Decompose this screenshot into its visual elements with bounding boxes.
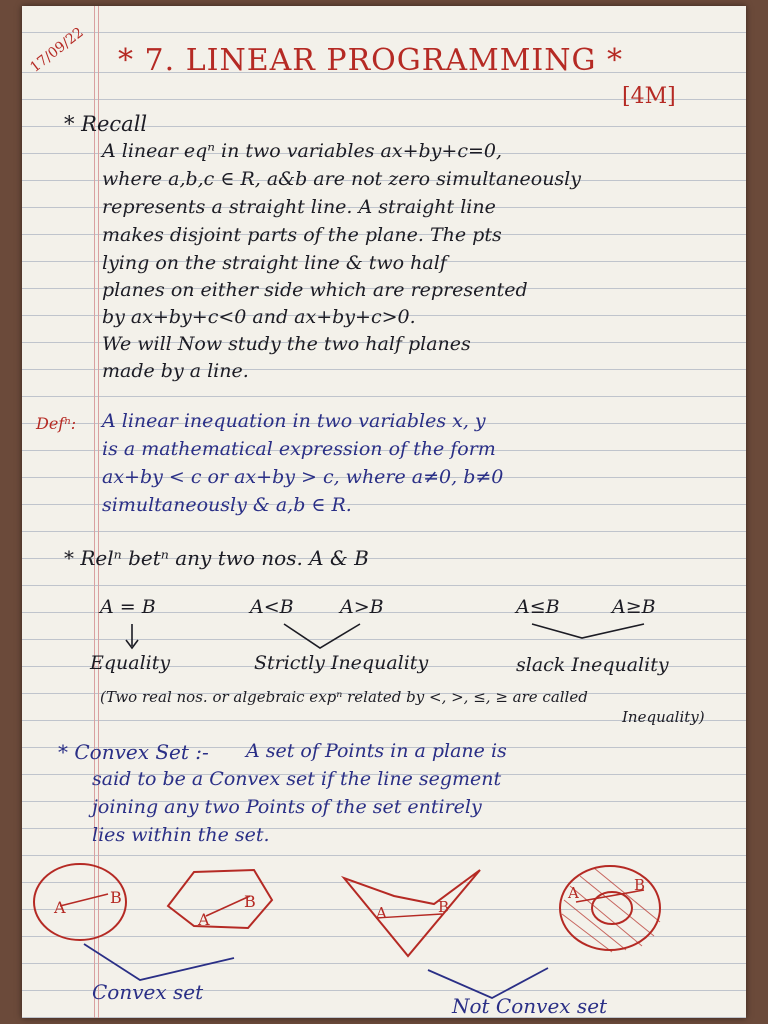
relation-greater-equal: A≥B (612, 596, 656, 618)
relation-equal: A = B (100, 596, 156, 618)
recall-line: We will Now study the two half planes (102, 333, 471, 355)
recall-line: made by a line. (102, 360, 249, 382)
notebook-page (22, 6, 746, 1018)
point-label-b: B (110, 888, 122, 907)
inequality-note: Inequality) (622, 708, 705, 726)
label-slack-inequality: slack Inequality (516, 654, 669, 676)
recall-line: lying on the straight line & two half (102, 252, 447, 274)
point-label-a: A (54, 898, 66, 917)
page-title: * 7. LINEAR PROGRAMMING * (118, 43, 624, 78)
point-label-a: A (376, 904, 387, 922)
inequality-note: (Two real nos. or algebraic expⁿ related by <, >, ≤, ≥ are called (100, 688, 588, 706)
label-strict-inequality: Strictly Inequality (254, 652, 429, 674)
relation-less: A<B (250, 596, 294, 618)
point-label-b: B (438, 898, 450, 916)
point-label-b: B (634, 876, 646, 894)
relation-greater: A>B (340, 596, 384, 618)
point-label-a: A (568, 884, 579, 902)
definition-line: ax+by < c or ax+by > c, where a≠0, b≠0 (102, 466, 504, 488)
convex-line: lies within the set. (92, 824, 270, 846)
recall-line: planes on either side which are represented (102, 279, 528, 301)
definition-line: A linear inequation in two variables x, y (102, 410, 486, 432)
label-convex-set: Convex set (92, 980, 204, 1004)
definition-line: is a mathematical expression of the form (102, 438, 496, 460)
recall-line: represents a straight line. A straight line (102, 196, 496, 218)
point-label-a: A (198, 910, 210, 929)
convex-line: joining any two Points of the set entirely (92, 796, 482, 818)
date-note: 17/09/22 (27, 24, 87, 76)
definition-line: simultaneously & a,b ∈ R. (102, 494, 352, 516)
recall-line: A linear eqⁿ in two variables ax+by+c=0, (102, 140, 503, 162)
convex-line: A set of Points in a plane is (246, 740, 507, 762)
convex-heading: * Convex Set :- (58, 740, 209, 764)
recall-line: by ax+by+c<0 and ax+by+c>0. (102, 306, 416, 328)
recall-line: makes disjoint parts of the plane. The pts (102, 224, 502, 246)
recall-line: where a,b,c ∈ R, a&b are not zero simultaneously (102, 168, 581, 190)
point-label-b: B (244, 892, 256, 911)
marks-label: [4M] (622, 84, 676, 109)
definition-label: Defⁿ: (36, 414, 77, 433)
recall-heading: * Recall (64, 112, 148, 136)
convex-line: said to be a Convex set if the line segment (92, 768, 502, 790)
relation-heading: * Relⁿ betⁿ any two nos. A & B (64, 546, 369, 570)
relation-less-equal: A≤B (516, 596, 560, 618)
label-equality: Equality (90, 652, 171, 674)
label-not-convex-set: Not Convex set (452, 994, 608, 1018)
